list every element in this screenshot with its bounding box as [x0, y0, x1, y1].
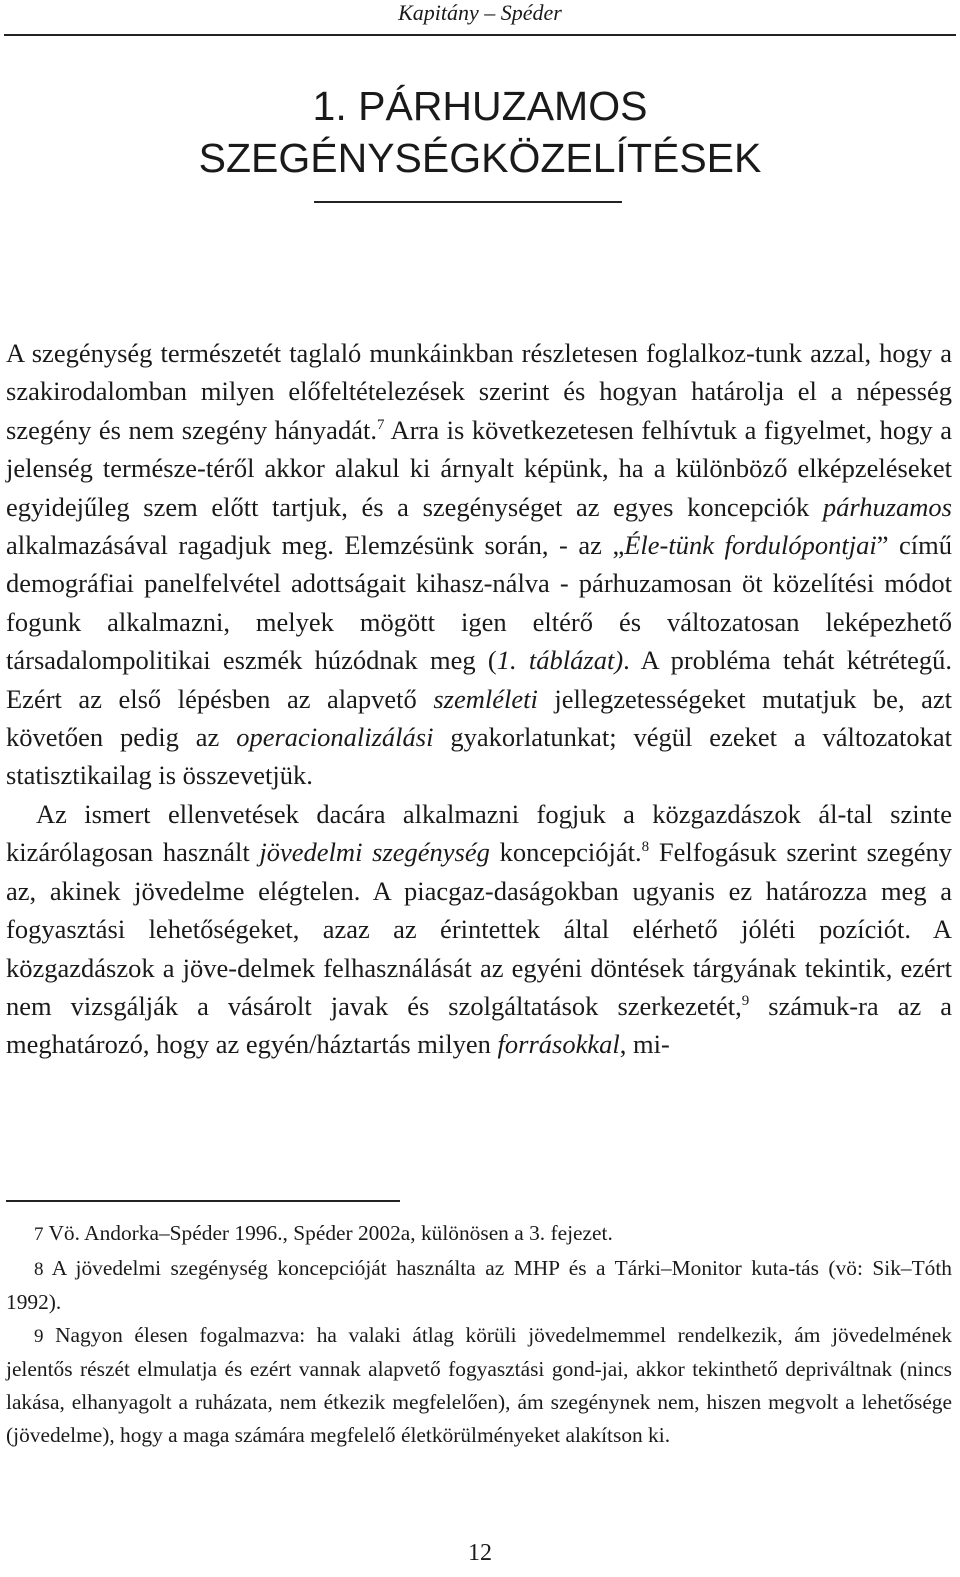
- footnote-8: [6, 1252, 952, 1319]
- title-rule: [314, 201, 622, 203]
- footnote-ref-9[interactable]: 9: [741, 993, 750, 1010]
- paragraph-text: A szegénység természetét taglaló munkáinkban részletesen foglalkoz-tunk azzal, hogy a szakirodalomban milyen előfeltételezések szerint és hogyan határolja el a népesség szegény és nem szegény hányadát.: [6, 338, 952, 445]
- footnote-number: 8: [34, 1258, 44, 1280]
- header-rule: [4, 34, 956, 36]
- footnote-number: 9: [34, 1325, 44, 1347]
- emphasis-text: szemléleti: [433, 683, 538, 714]
- footnotes: [6, 1217, 952, 1451]
- emphasis-text: Éle-tünk fordulópontjai: [624, 530, 877, 561]
- paragraph-text: ” című demográfiai panelfelvétel adottságait kihasz-nálva - párhuzamosan öt közelítési módot fogunk alkalmazni, melyek mögött igen eltérő és változatosan leképezhető társadalompolitikai eszmék húzódnak meg (: [6, 530, 952, 676]
- footnote-rule: [6, 1200, 400, 1202]
- emphasis-text: párhuzamos: [822, 491, 952, 522]
- paragraph-text: . A probléma tehát kétrétegű. Ezért az első lépésben az alapvető: [6, 645, 952, 714]
- page-number: 12: [468, 1540, 492, 1566]
- chapter-title: [0, 80, 960, 184]
- paragraph-text: alkalmazásával ragadjuk meg. Elemzésünk során, - az „: [6, 530, 625, 561]
- emphasis-text: forrásokkal: [497, 1029, 620, 1060]
- paragraph-2: [6, 795, 952, 1064]
- paragraph-text: koncepcióját.: [489, 837, 642, 868]
- emphasis-text: jövedelmi szegénység: [259, 837, 490, 868]
- footnote-number: 7: [34, 1224, 44, 1245]
- emphasis-text: 1. táblázat): [496, 645, 624, 676]
- paragraph-text: gyakorlatunkat; végül ezeket a változatokat statisztikailag is összevetjük.: [6, 722, 952, 791]
- body-text: [6, 334, 952, 1064]
- footnote-7: [6, 1217, 952, 1252]
- paragraph-text: Arra is következetesen felhívtuk a figyelmet, hogy a jelenség természe-téről akkor alakul ki árnyalt képünk, ha a különböző elképzeléseket egyidejűleg szem előtt tartjuk, és a szegénységet az egyes koncepciók: [6, 414, 952, 522]
- paragraph-text: , mi-: [619, 1029, 670, 1060]
- emphasis-text: operacionalizálási: [236, 722, 434, 753]
- paragraph-1: [6, 334, 952, 795]
- chapter-title-line-1: 1. PÁRHUZAMOS: [312, 83, 648, 129]
- footnote-text: Nagyon élesen fogalmazva: ha valaki átlag körüli jövedelmemmel rendelkezik, ám jövedelmének jelentős részét elmulatja és ezért vannak alapvető fogyasztási gond-jai, akkor tekinthető depriváltnak (nincs lakása, elhanyagolt a ruházata, nem étkezik megfelelően), ám szegénynek nem, hiszen megvolt a lehetősége (jövedelme), hogy a maga számára megfelelő életkörülményeket alakítson ki.: [6, 1322, 952, 1447]
- footnote-text: Vö. Andorka–Spéder 1996., Spéder 2002a, különösen a 3. fejezet.: [43, 1221, 613, 1245]
- running-head: Kapitány – Spéder: [398, 0, 562, 25]
- footnote-ref-8[interactable]: 8: [641, 839, 650, 856]
- footnote-text: A jövedelmi szegénység koncepcióját használta az MHP és a Tárki–Monitor kuta-tás (vö: Sik–Tóth 1992).: [6, 1255, 952, 1315]
- paragraph-text: számuk-ra az a meghatározó, hogy az egyén/háztartás milyen: [6, 990, 952, 1060]
- paragraph-text: Az ismert ellenvetések dacára alkalmazni fogjuk a közgazdászok ál-tal szinte kizárólagosan használt: [6, 798, 952, 868]
- chapter-title-line-2: SZEGÉNYSÉGKÖZELÍTÉSEK: [198, 135, 762, 181]
- footnote-ref-7[interactable]: 7: [376, 416, 385, 433]
- paragraph-text: jellegzetességeket mutatjuk be, azt követően pedig az: [6, 683, 952, 753]
- footnote-9: [6, 1319, 952, 1451]
- paragraph-text: Felfogásuk szerint szegény az, akinek jövedelme elégtelen. A piacgaz-daságokban ugyanis ez határozza meg a fogyasztási lehetőségeket, azaz az érintettek által elérhető jóléti pozíciót. A közgazdászok a jöve-delmek felhasználását az egyéni döntések tárgyának tekintik, ezért nem vizsgálják a vásárolt javak és szolgáltatások szerkezetét,: [6, 837, 953, 1021]
